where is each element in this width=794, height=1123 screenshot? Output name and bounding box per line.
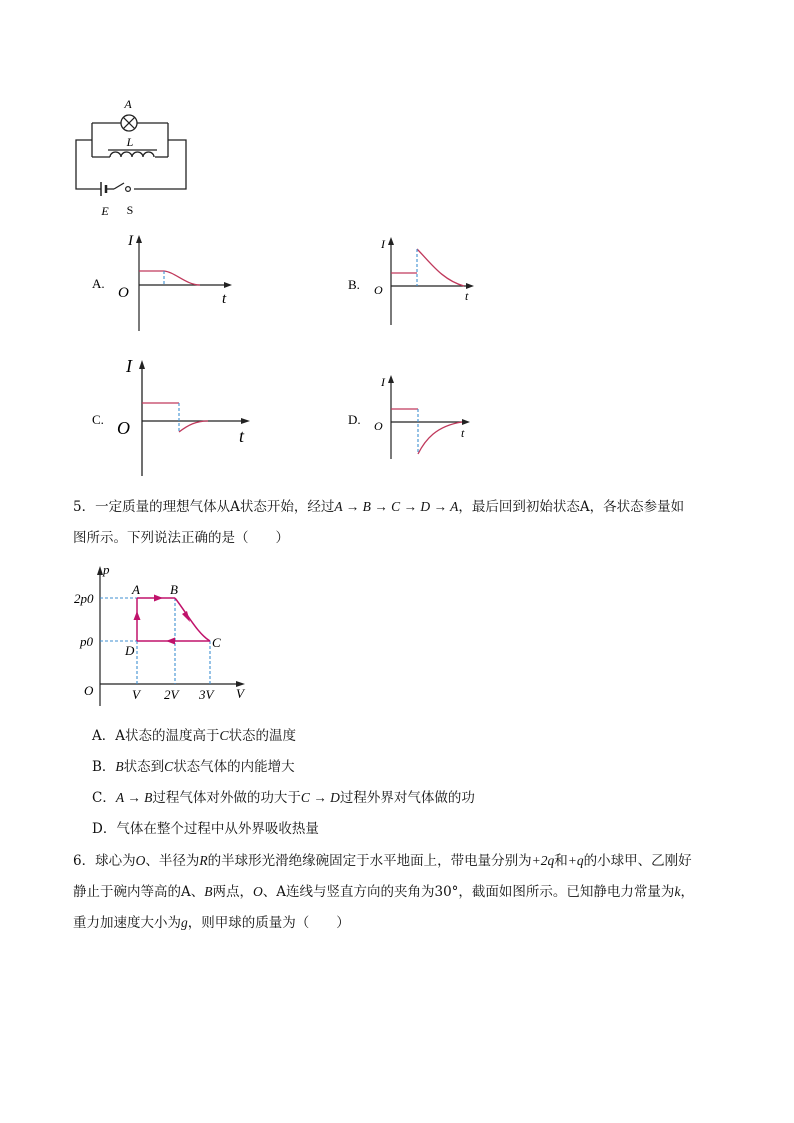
q6-line2	[73, 882, 694, 902]
graph-option-d	[340, 370, 490, 470]
q5-stem-text: ，各状态参量如	[589, 499, 685, 515]
point-d-label: D	[125, 643, 135, 658]
origin-label: O	[374, 283, 383, 297]
axis-i-label: I	[126, 356, 132, 376]
origin-label: O	[117, 418, 130, 438]
graph-option-a	[85, 225, 245, 335]
q6-text: 、	[190, 884, 205, 900]
point-a-label: A	[132, 582, 140, 597]
q5-stem-line1	[73, 497, 684, 517]
q6-math: B	[204, 884, 213, 899]
option-text: C	[164, 759, 174, 774]
axis-i-label: I	[381, 375, 385, 389]
q5-stem-state: A	[230, 499, 240, 515]
origin-label: O	[374, 419, 383, 433]
x-tick-2v: 2V	[164, 687, 179, 702]
q5-stem-text: 状态开始，经过	[239, 499, 335, 515]
option-text: 状态到	[123, 759, 165, 775]
axis-t-label: t	[222, 291, 227, 307]
q6-text: A	[181, 884, 191, 900]
q6-math: k	[674, 884, 681, 899]
option-text: C → D	[300, 790, 340, 805]
lamp-label: A	[124, 97, 132, 111]
battery-label: E	[101, 204, 109, 218]
origin-label: O	[118, 285, 129, 301]
option-letter: D．	[92, 821, 117, 837]
q5-stem-text: ，最后回到初始状态	[458, 499, 580, 515]
axis-p-label: p	[103, 562, 110, 577]
q6-text: 的半球形光滑绝缘碗固定于水平地面上，带电量分别为	[207, 853, 532, 869]
point-b-label: B	[170, 582, 178, 597]
pv-diagram	[70, 560, 260, 710]
option-a-label: A.	[92, 276, 105, 291]
option-c-label: C.	[92, 412, 104, 427]
y-tick-2p0-text: 2p0	[74, 591, 94, 606]
q5-stem-line2: 图所示。下列说法正确的是（ ）	[73, 530, 289, 546]
q5-process-chain: A → B → C → D → A	[334, 499, 459, 514]
graph-option-b	[340, 230, 490, 330]
option-b-label: B.	[348, 277, 360, 292]
switch-label: S	[126, 203, 134, 217]
option-letter: A．	[92, 728, 116, 744]
option-text: C	[219, 728, 229, 743]
q6-text: 、半径为	[145, 853, 200, 869]
y-tick-p0	[79, 634, 94, 649]
graph-option-c	[85, 355, 260, 480]
q6-math: O	[253, 884, 263, 899]
q6-math: +q	[567, 853, 584, 868]
q6-text: 和	[554, 853, 568, 869]
option-letter: B．	[92, 759, 116, 775]
q6-math: g	[181, 915, 188, 930]
option-text: 状态的温度	[228, 728, 297, 744]
axis-t-label: t	[239, 426, 245, 446]
x-tick-3v: 3V	[199, 687, 214, 702]
x-tick-v: V	[132, 687, 140, 702]
axis-t-label: t	[465, 289, 469, 303]
point-c-label: C	[212, 635, 221, 650]
q6-line1	[73, 851, 692, 871]
circuit-diagram	[60, 95, 210, 220]
q6-text: 的小球甲、乙刚好	[583, 853, 692, 869]
option-text: 过程外界对气体做的功	[339, 790, 475, 806]
q5-option-c[interactable]	[92, 788, 475, 808]
axis-t-label: t	[461, 426, 465, 440]
lamp-icon	[121, 115, 137, 131]
origin-label: O	[84, 683, 94, 698]
q6-text: 重力加速度大小为	[73, 915, 181, 931]
q6-text: ，则甲球的质量为（ ）	[187, 915, 350, 931]
axis-i-label: I	[381, 237, 385, 251]
q6-text: 连线与竖直方向的夹角为30°，截面如图所示。已知静电力常量为	[286, 884, 675, 900]
option-text: 状态气体的内能增大	[173, 759, 295, 775]
y-tick-2p0	[74, 591, 94, 606]
q5-stem-state: A	[579, 499, 590, 515]
option-text: 气体在整个过程中从外界吸收热量	[116, 821, 319, 837]
q6-text: 6．球心为	[73, 853, 136, 869]
q5-option-d[interactable]	[92, 819, 319, 839]
q6-math: +2q	[531, 853, 555, 868]
option-text: B	[115, 759, 124, 774]
q5-stem-text: 5．一定质量的理想气体从	[73, 499, 231, 515]
option-text: A → B	[115, 790, 153, 805]
inductor-label: L	[126, 135, 134, 149]
option-text: 过程气体对外做的功大于	[152, 790, 301, 806]
q6-text: 、	[262, 884, 277, 900]
option-d-label: D.	[348, 412, 361, 427]
q5-option-a[interactable]	[92, 726, 296, 746]
q6-line3	[73, 913, 350, 933]
q6-math: O	[135, 853, 146, 868]
option-text: A	[115, 728, 125, 744]
q5-option-b[interactable]	[92, 757, 295, 777]
q6-text: 静止于碗内等高的	[73, 884, 181, 900]
axis-v-label: V	[236, 686, 244, 701]
q6-text: ，	[680, 884, 694, 900]
option-text: 状态的温度高于	[125, 728, 220, 744]
q6-text: A	[276, 884, 286, 900]
switch-contact-icon	[126, 187, 131, 192]
axis-i-label: I	[128, 233, 133, 249]
option-letter: C．	[92, 790, 116, 806]
q6-math: R	[199, 853, 208, 868]
y-tick-p0-text: p0	[80, 634, 93, 649]
q6-text: 两点，	[212, 884, 253, 900]
